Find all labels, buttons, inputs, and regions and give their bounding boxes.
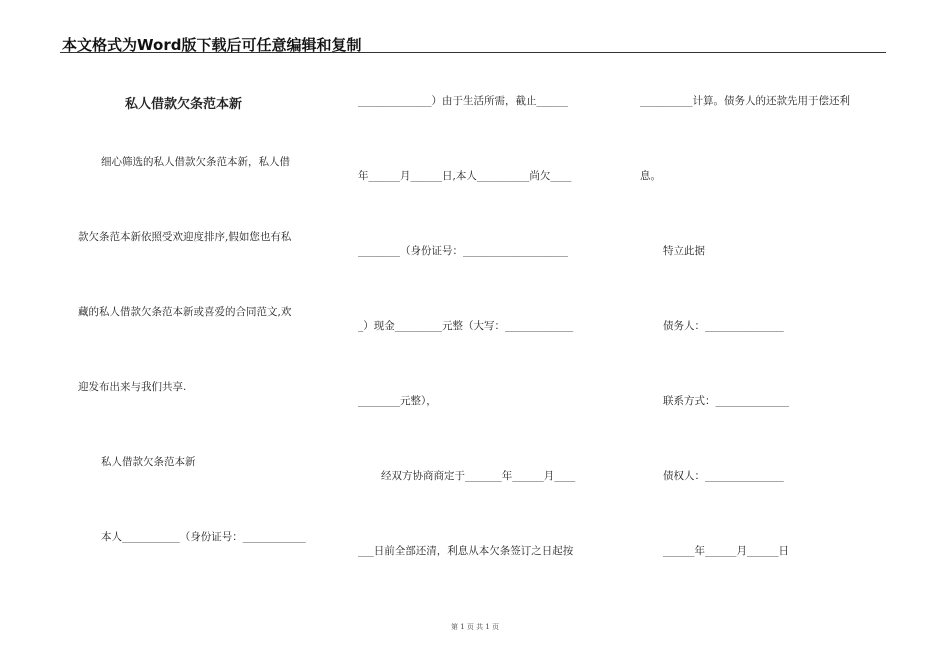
- column-3-line-6: 债权人：_______________: [663, 470, 784, 482]
- column-1-line-6: 本人___________（身份证号：____________: [101, 531, 306, 543]
- column-2-line-6: 经双方协商商定于_______年______月____: [381, 470, 576, 482]
- header-divider: [60, 52, 886, 53]
- column-3-line-4: 债务人：_______________: [663, 320, 784, 332]
- column-2-line-3: ________（身份证号：____________________: [358, 245, 568, 257]
- column-2-line-5: ________元整），: [358, 395, 437, 407]
- column-2-line-4: _）现金_________元整（大写：_____________: [358, 320, 574, 332]
- column-3-line-1: __________计算。债务人的还款先用于偿还利: [640, 95, 850, 107]
- column-1-line-5: 私人借款欠条范本新: [101, 456, 196, 468]
- column-1-line-2: 款欠条范本新依照受欢迎度排序,假如您也有私: [78, 231, 292, 243]
- column-3-line-5: 联系方式：______________: [663, 395, 789, 407]
- document-title: 私人借款欠条范本新: [125, 97, 243, 112]
- column-1-line-3: 藏的私人借款欠条范本新或喜爱的合同范文,欢: [78, 306, 292, 318]
- column-1-line-4: 迎发布出来与我们共享.: [78, 381, 187, 393]
- column-2-line-7: ___日前全部还清，利息从本欠条签订之日起按: [358, 545, 574, 557]
- column-3-line-3: 特立此据: [663, 245, 705, 257]
- column-3-line-2: 息。: [640, 170, 661, 182]
- column-2-line-2: 年______月______日,本人__________尚欠____: [358, 170, 572, 182]
- page-number: 第 1 页 共 1 页: [450, 623, 500, 631]
- column-2-line-1: ______________）由于生活所需，截止______: [358, 95, 568, 107]
- column-1-line-1: 细心筛选的私人借款欠条范本新，私人借: [101, 156, 290, 168]
- column-3-line-7: ______年______月______日: [663, 545, 789, 557]
- document-header-title: 本文格式为Word版下载后可任意编辑和复制: [62, 36, 362, 54]
